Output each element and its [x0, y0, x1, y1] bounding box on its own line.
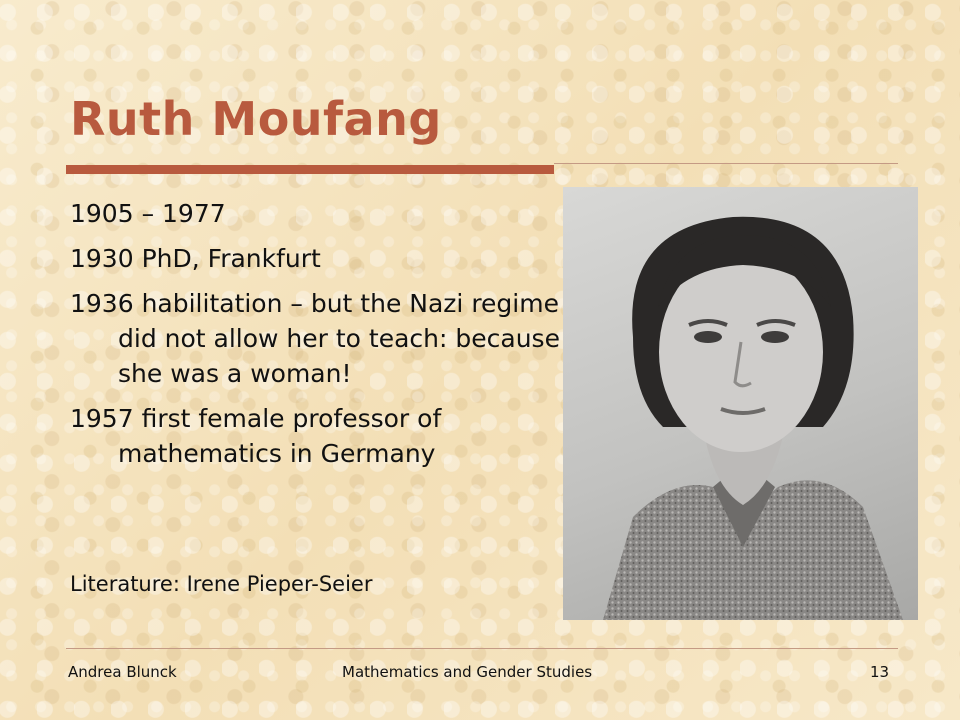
slide-title: Ruth Moufang [70, 92, 442, 146]
bullet-item: 1930 PhD, Frankfurt [70, 244, 321, 273]
footer-divider-line [66, 648, 898, 649]
bullet-list [70, 196, 560, 481]
footer-page-number: 13 [870, 663, 890, 681]
bullet-item: 1905 – 1977 [70, 199, 226, 228]
portrait-illustration [563, 187, 918, 620]
footer-author: Andrea Blunck [68, 663, 177, 681]
footer-course-title: Mathematics and Gender Studies [342, 663, 593, 681]
bullet-item: 1957 first female professor of mathematics in Germany [70, 404, 442, 468]
literature-reference: Literature: Irene Pieper-Seier [70, 572, 373, 596]
title-underline-bar [66, 165, 554, 174]
bullet-item: 1936 habilitation – but the Nazi regime did not allow her to teach: because she was a woman! [70, 289, 560, 388]
portrait-photo [563, 187, 918, 620]
title-divider-line [554, 163, 898, 164]
